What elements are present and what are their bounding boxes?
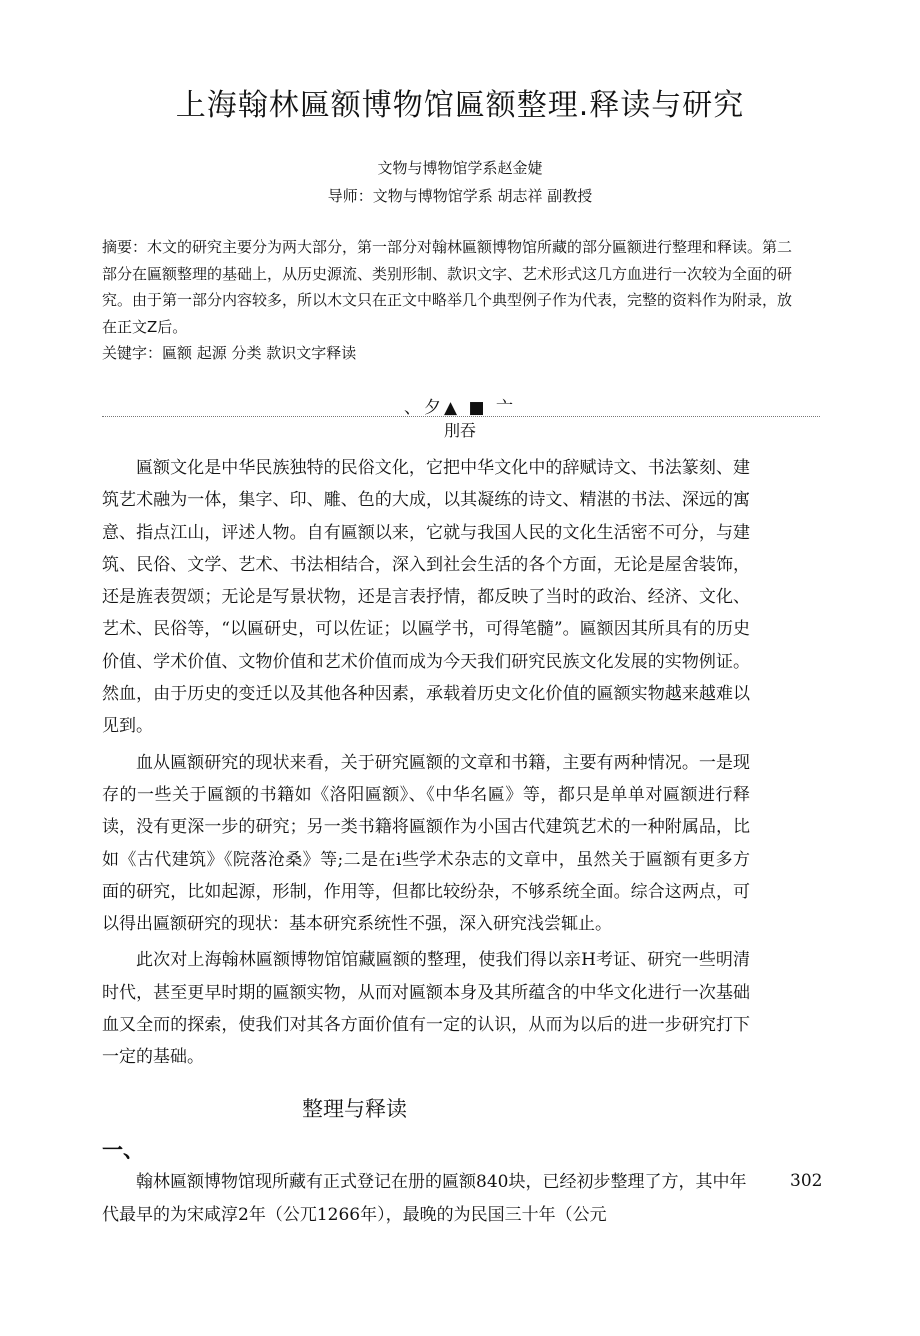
advisor-line: 导师：文物与博物馆学系 胡志祥 副教授 xyxy=(327,187,593,205)
paragraph: 血从匾额研究的现状来看，关于研究匾额的文章和书籍，主要有两种情况。一是现存的一些关于匾额的书籍如《洛阳匾额》、《中华名匾》等，都只是单单对匾额进行释读，没有更深一步的研究；另一类书籍将匾额作为小国古代建筑艺术的一种附属品，比如《古代建筑》《院落沧桑》等;二是在i些学术杂志的文章中，虽然关于匾额有更多方面的研究，比如起源，形制，作用等，但都比较纷杂，不够系统全面。综合这两点，可以得出匾额研究的现状：基本研究系统性不强，深入研究浅尝辄止。 xyxy=(102,752,750,935)
section-mark: 、夕▲ ■ 亠 xyxy=(404,398,516,418)
page-number: 302 xyxy=(790,1171,823,1191)
body-text xyxy=(102,452,750,1078)
author-line: 文物与博物馆学系赵金婕 xyxy=(377,159,543,177)
section-heading: 整理与释读 xyxy=(302,1097,407,1121)
paragraph: 匾额文化是中华民族独特的民俗文化，它把中华文化中的辞赋诗文、书法篆刻、建筑艺术融为一体，集字、印、雕、色的大成，以其凝练的诗文、精湛的书法、深远的寓意、指点江山，评述人物。自有匾额以来，它就与我国人民的文化生活密不可分，与建筑、民俗、文学、艺术、书法相结合，深入到社会生活的各个方面，无论是屋舍装饰，还是旌表贺颂；无论是写景状物，还是言表抒情，都反映了当时的政治、经济、文化、艺术、民俗等，“以匾研史，可以佐证；以匾学书，可得笔髓”。匾额因其所具有的历史价值、学术价值、文物价值和艺术价值而成为今天我们研究民族文化发展的实物例证。然血，由于历史的变迁以及其他各种因素，承载着历史文化价值的匾额实物越来越难以见到。 xyxy=(102,458,750,737)
abstract: 摘要：木文的研究主要分为两大部分，第一部分对翰林匾额博物馆所藏的部分匾额进行整理和释读。第二部分在匾额整理的基础上，从历史源流、类别形制、款识文字、艺术形式这几方血进行一次较为全面的研究。由于第一部分内容较多，所以木文只在正文中略举几个典型例子作为代表，完整的资料作为附录，放在正文Z后。 xyxy=(102,238,793,336)
paragraph: 翰林匾额博物馆现所藏有正式登记在册的匾额840块，已经初步整理了方，其中年代最早的为宋咸淳2年（公兀1266年），最晚的为民国三十年（公元 xyxy=(102,1172,747,1225)
section-number: 一、 xyxy=(102,1138,144,1162)
body-text xyxy=(102,1166,750,1232)
paragraph: 此次对上海翰林匾额博物馆馆藏匾额的整理，使我们得以亲H考证、研究一些明清时代，甚至更早时期的匾额实物，从而对匾额本身及其所蕴含的中华文化进行一次基础血又全而的探索，使我们对其各方面价值有一定的认识，从而为以后的进一步研究打下一定的基础。 xyxy=(102,950,750,1068)
paper-title: 上海翰林匾额博物馆匾额整理.释读与研究 xyxy=(175,88,745,123)
section-title: 刖吞 xyxy=(443,421,476,440)
section-divider xyxy=(102,416,820,417)
keywords: 关键字：匾额 起源 分类 款识文字释读 xyxy=(102,344,357,362)
